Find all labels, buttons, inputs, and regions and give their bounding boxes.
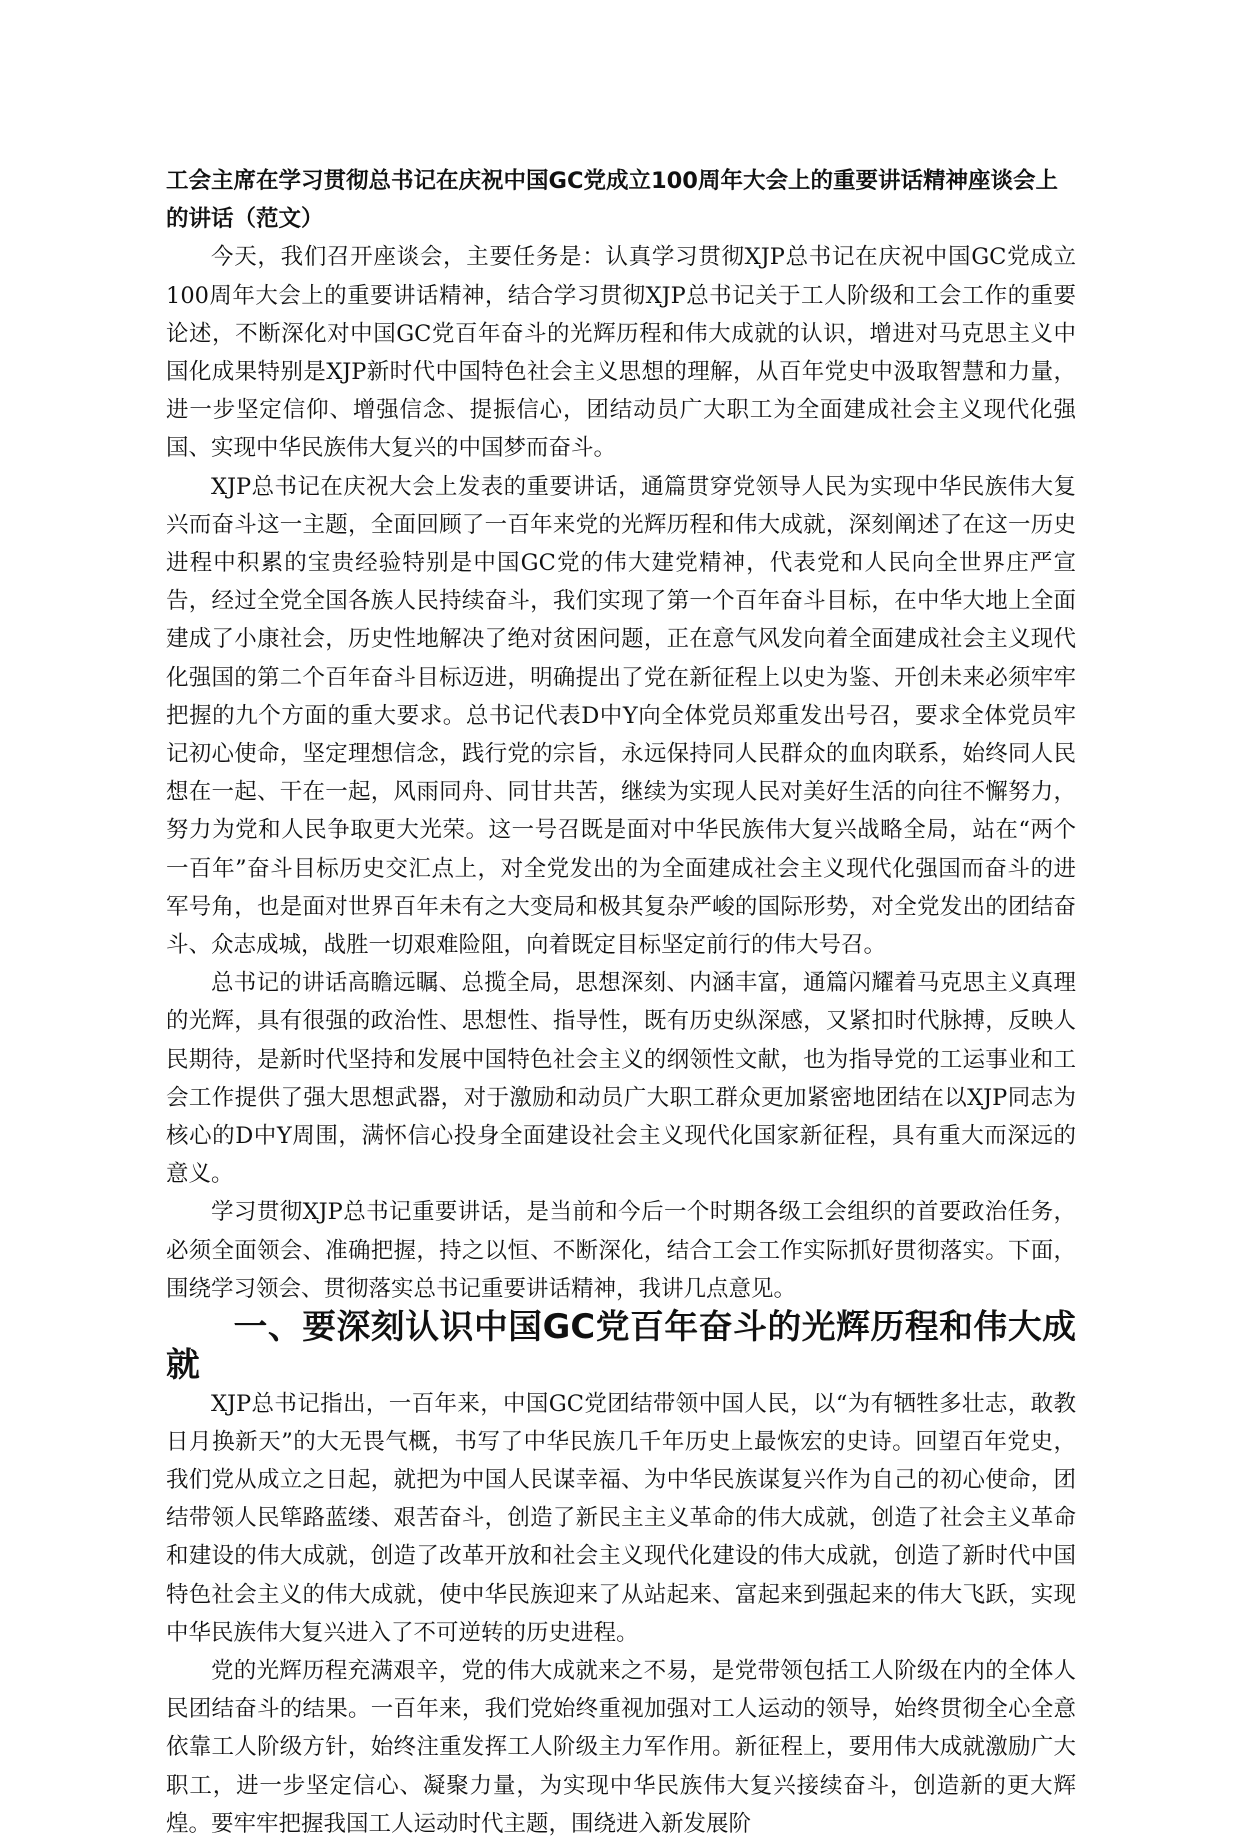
paragraph-speech-significance: 总书记的讲话高瞻远瞩、总揽全局，思想深刻、内涵丰富，通篇闪耀着马克思主义真理的光辉，具有很强的政治性、思想性、指导性，既有历史纵深感，又紧扣时代脉搏，反映人民期待，是新时代坚持和发展中国特色社会主义的纲领性文献，也为指导党的工运事业和工会工作提供了强大思想武器，对于激励和动员广大职工群众更加紧密地团结在以XJP同志为核心的D中Y周围，满怀信心投身全面建设社会主义现代化国家新征程，具有重大而深远的意义。 — [166, 970, 1076, 1188]
section-heading-1: 一、要深刻认识中国GC党百年奋斗的光辉历程和伟大成就 — [166, 1307, 1076, 1385]
paragraph-history: XJP总书记指出，一百年来，中国GC党团结带领中国人民，以“为有牺牲多壮志，敢教日月换新天”的大无畏气概，书写了中华民族几千年历史上最恢宏的史诗。回望百年党史，我们党从成立之日起，就把为中国人民谋幸福、为中华民族谋复兴作为自己的初心使命，团结带领人民筚路蓝缕、艰苦奋斗，创造了新民主主义革命的伟大成就，创造了社会主义革命和建设的伟大成就，创造了改革开放和社会主义现代化建设的伟大成就，创造了新时代中国特色社会主义的伟大成就，使中华民族迎来了从站起来、富起来到强起来的伟大飞跃，实现中华民族伟大复兴进入了不可逆转的历史进程。 — [166, 1390, 1076, 1646]
paragraph-intro: 今天，我们召开座谈会，主要任务是：认真学习贯彻XJP总书记在庆祝中国GC党成立100周年大会上的重要讲话精神，结合学习贯彻XJP总书记关于工人阶级和工会工作的重要论述，不断深化对中国GC党百年奋斗的光辉历程和伟大成就的认识，增进对马克思主义中国化成果特别是XJP新时代中国特色社会主义思想的理解，从百年党史中汲取智慧和力量，进一步坚定信仰、增强信念、提振信心，团结动员广大职工为全面建成社会主义现代化强国、实现中华民族伟大复兴的中国梦而奋斗。 — [166, 244, 1076, 462]
paragraph-speech-summary: XJP总书记在庆祝大会上发表的重要讲话，通篇贯穿党领导人民为实现中华民族伟大复兴而奋斗这一主题，全面回顾了一百年来党的光辉历程和伟大成就，深刻阐述了在这一历史进程中积累的宝贵经验特别是中国GC党的伟大建党精神，代表党和人民向全世界庄严宣告，经过全党全国各族人民持续奋斗，我们实现了第一个百年奋斗目标，在中华大地上全面建成了小康社会，历史性地解决了绝对贫困问题，正在意气风发向着全面建成社会主义现代化强国的第二个百年奋斗目标迈进，明确提出了党在新征程上以史为鉴、开创未来必须牢牢把握的九个方面的重大要求。总书记代表D中Y向全体党员郑重发出号召，要求全体党员牢记初心使命，坚定理想信念，践行党的宗旨，永远保持同人民群众的血肉联系，始终同人民想在一起、干在一起，风雨同舟、同甘共苦，继续为实现人民对美好生活的向往不懈努力，努力为党和人民争取更大光荣。这一号召既是面对中华民族伟大复兴战略全局，站在“两个一百年”奋斗目标历史交汇点上，对全党发出的为全面建成社会主义现代化强国而奋斗的进军号角，也是面对世界百年未有之大变局和极其复杂严峻的国际形势，对全党发出的团结奋斗、众志成城，战胜一切艰难险阻，向着既定目标坚定前行的伟大号召。 — [166, 473, 1076, 959]
paragraph-study-task: 学习贯彻XJP总书记重要讲话，是当前和今后一个时期各级工会组织的首要政治任务，必须全面领会、准确把握，持之以恒、不断深化，结合工会工作实际抓好贯彻落实。下面，围绕学习领会、贯彻落实总书记重要讲话精神，我讲几点意见。 — [166, 1199, 1076, 1302]
document-title: 工会主席在学习贯彻总书记在庆祝中国GC党成立100周年大会上的重要讲话精神座谈会上的讲话（范文） — [166, 168, 1058, 233]
paragraph-achievements: 党的光辉历程充满艰辛，党的伟大成就来之不易，是党带领包括工人阶级在内的全体人民团结奋斗的结果。一百年来，我们党始终重视加强对工人运动的领导，始终贯彻全心全意依靠工人阶级方针，始终注重发挥工人阶级主力军作用。新征程上，要用伟大成就激励广大职工，进一步坚定信心、凝聚力量，为实现中华民族伟大复兴接续奋斗，创造新的更大辉煌。要牢牢把握我国工人运动时代主题，围绕进入新发展阶 — [166, 1657, 1076, 1837]
document-body — [166, 162, 1076, 1843]
